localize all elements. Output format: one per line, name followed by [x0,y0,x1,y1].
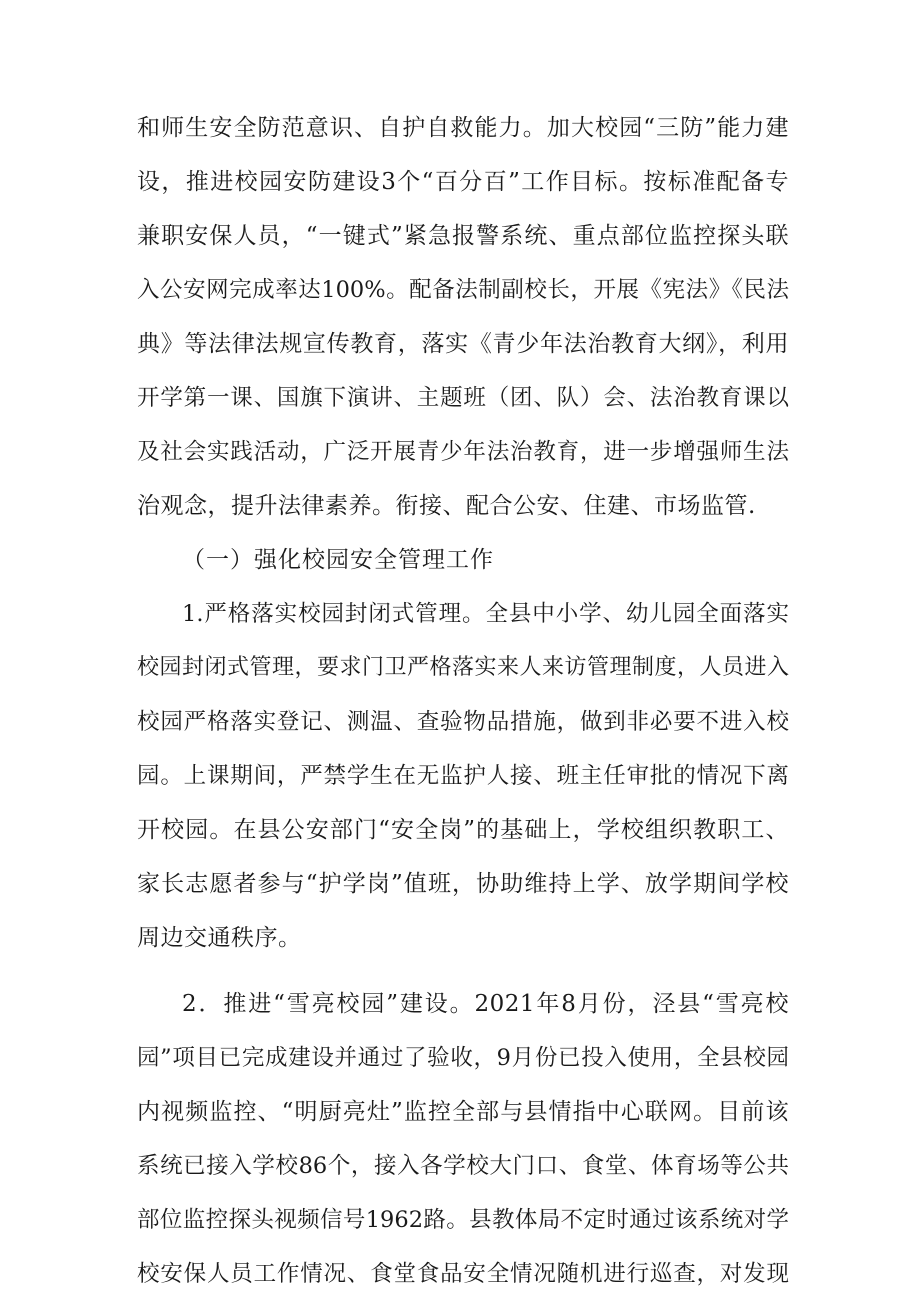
paragraph-line: 及社会实践活动，广泛开展青少年法治教育，进一步增强师生法 [137,439,789,465]
paragraph-line: 1.严格落实校园封闭式管理。全县中小学、幼儿园全面落实 [182,601,789,627]
paragraph-line: 2．推进“雪亮校园”建设。2021年8月份，泾县“雪亮校 [182,991,789,1017]
paragraph-line: 入公安网完成率达100%。配备法制副校长，开展《宪法》《民法 [137,277,789,303]
paragraph-line: 部位监控探头视频信号1962路。县教体局不定时通过该系统对学 [137,1207,789,1233]
paragraph-line: 开学第一课、国旗下演讲、主题班（团、队）会、法治教育课以 [137,385,789,411]
paragraph-line: 兼职安保人员，“一键式”紧急报警系统、重点部位监控探头联 [137,223,789,249]
paragraph-line: 园。上课期间，严禁学生在无监护人接、班主任审批的情况下离 [137,763,789,789]
paragraph-line: 内视频监控、“明厨亮灶”监控全部与县情指中心联网。目前该 [137,1099,789,1125]
paragraph-line: 校园严格落实登记、测温、查验物品措施，做到非必要不进入校 [137,709,789,735]
paragraph-line: 开校园。在县公安部门“安全岗”的基础上，学校组织教职工、 [137,817,789,843]
paragraph-line: 典》等法律法规宣传教育，落实《青少年法治教育大纲》，利用 [137,331,789,357]
paragraph-line: 园”项目已完成建设并通过了验收，9月份已投入使用，全县校园 [137,1045,789,1071]
section-heading: （一）强化校园安全管理工作 [182,547,494,573]
paragraph-line: 治观念，提升法律素养。衔接、配合公安、住建、市场监管. [137,493,756,519]
paragraph-line: 和师生安全防范意识、自护自救能力。加大校园“三防”能力建 [137,115,789,141]
paragraph-line: 校安保人员工作情况、食堂食品安全情况随机进行巡查，对发现 [137,1261,789,1287]
paragraph-line: 家长志愿者参与“护学岗”值班，协助维持上学、放学期间学校 [137,871,789,897]
paragraph-line: 校园封闭式管理，要求门卫严格落实来人来访管理制度，人员进入 [137,655,789,680]
paragraph-line: 系统已接入学校86个，接入各学校大门口、食堂、体育场等公共 [137,1153,789,1179]
paragraph-line: 周边交通秩序。 [137,925,302,951]
paragraph-line: 设，推进校园安防建设3个“百分百”工作目标。按标准配备专 [137,169,789,195]
